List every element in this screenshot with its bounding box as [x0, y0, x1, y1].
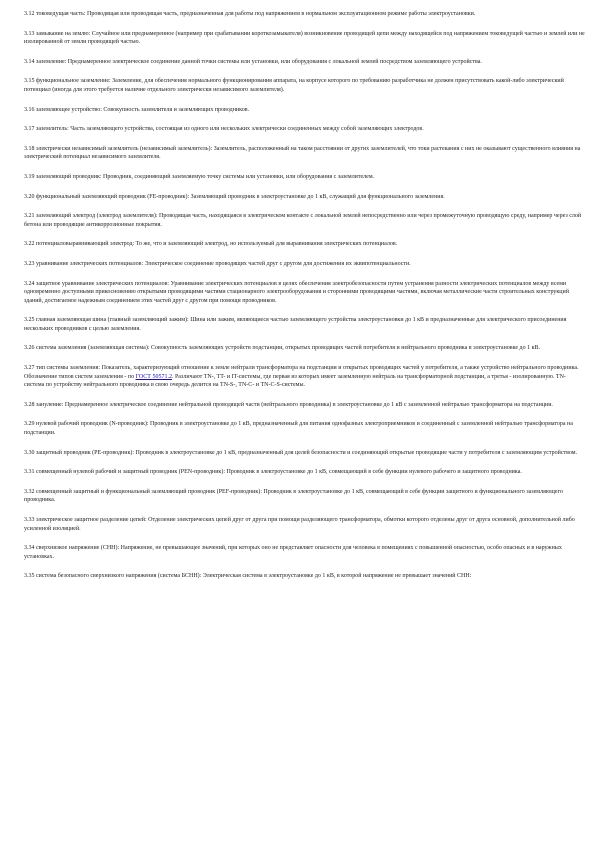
term-paragraph — [24, 30, 585, 47]
term-number: 3.14 — [24, 58, 35, 65]
term-number: 3.22 — [24, 241, 35, 248]
term-paragraph — [24, 401, 585, 410]
term-text: система заземления (заземляющая система): Совокупность заземляющих устройств подстанции, открытых проводящих частей потребителя и нейтрального проводника в электроустановке до 1 кВ. — [36, 345, 541, 352]
term-text: зануление: Преднамеренное электрическое соединение нейтральной проводящей части (нейтрального проводника) в электроустановке до 1 кВ с заземленной нейтралью трансформатора на подстанции. — [36, 401, 553, 408]
term-text: защитное уравнивание электрических потенциалов: Уравнивание электрических потенциалов в целях обеспечения электробезопасности путем устранения разности электрических потенциалов между всеми одновременно доступными прикосновению открытыми проводящими частями стационарного электрооборудования и сторонними проводящими частями, включая металлические части строительных конструкций зданий, достигаемое надежным соединением этих частей друг с другом при помощи проводников. — [24, 280, 569, 304]
term-paragraph — [24, 106, 585, 115]
term-paragraph — [24, 125, 585, 134]
term-paragraph — [24, 212, 585, 229]
term-number: 3.31 — [24, 469, 35, 476]
term-number: 3.26 — [24, 345, 35, 352]
term-text: электрическое защитное разделение цепей: Отделение электрических цепей друг от друга при помощи разделяющего трансформатора, обмотки которого отделены друг от друга основной, дополнительной либо усиленной изоляцией. — [24, 517, 575, 532]
term-text: уравнивание электрических потенциалов: Электрическое соединение проводящих частей друг с другом для достижения их эквипотенциальности. — [36, 260, 411, 267]
term-text: совмещенный защитный и функциональный заземляющий проводник (PEF-проводник): Проводник в электроустановке до 1 кВ, совмещающий в себе функции защитного и функционального заземляющего проводника. — [24, 488, 563, 504]
term-text: нулевой рабочий проводник (N-проводник): Проводник в электроустановке до 1 кВ, предназначенный для питания однофазных электроприемников и соединенный с заземленной нейтралью трансформатора на подстанции. — [24, 421, 573, 437]
term-number: 3.19 — [24, 173, 35, 180]
term-paragraph — [24, 260, 585, 269]
terms-list — [24, 10, 585, 581]
term-paragraph — [24, 488, 585, 505]
term-number: 3.24 — [24, 280, 35, 287]
term-text: . Различают TN-, TT- и IT-системы, где первая из которых имеет заземленную нейтраль на трансформаторной подстанции, а третья - изолированную. TN-система по устройству нейтрального проводника в свою очередь делится на TN-S-, TN-C- и TN-C-S-системы. — [24, 373, 566, 389]
term-number: 3.15 — [24, 78, 35, 85]
term-number: 3.28 — [24, 401, 35, 408]
term-number: 3.17 — [24, 126, 35, 133]
term-number: 3.27 — [24, 365, 35, 372]
term-text: заземлитель: Часть заземляющего устройства, состоящая из одного или нескольких электрически соединенных между собой заземляющих электродов. — [36, 126, 424, 133]
term-text: электрически независимый заземлитель (независимый заземлитель): Заземлитель, расположенный на таком расстоянии от других заземлителей, что токи растекания с них не оказывают существенного влияния на электрический потенциал независимого заземлителя. — [24, 145, 581, 161]
term-text: заземляющий электрод (электрод заземлителя): Проводящая часть, находящаяся в электрическом контакте с локальной землей непосредственно или через промежуточную проводящую среду, например через слой бетона или проводящие антикоррозионные покрытия. — [24, 213, 582, 228]
term-number: 3.16 — [24, 106, 35, 113]
term-number: 3.23 — [24, 260, 35, 267]
term-text: токоведущая часть: Проводящая или проводящая часть, предназначенная для работы под напряжением в нормальном эксплуатационном режиме работы электроустановки. — [36, 11, 476, 17]
term-paragraph — [24, 468, 585, 477]
term-number: 3.32 — [24, 488, 35, 495]
term-paragraph — [24, 77, 585, 94]
term-number: 3.29 — [24, 421, 35, 428]
term-text: совмещенный нулевой рабочий и защитный проводник (PEN-проводник): Проводник в электроустановке до 1 кВ, совмещающий в себе функции нулевого рабочего и защитного проводника. — [36, 469, 522, 476]
term-paragraph — [24, 173, 585, 182]
term-paragraph — [24, 544, 585, 561]
term-paragraph — [24, 280, 585, 306]
term-text: функциональный заземляющий проводник (FE-проводник): Заземляющий проводник в электроустановке до 1 кВ, служащий для функционального заземления. — [36, 193, 445, 200]
term-text: защитный проводник (PE-проводник): Проводник в электроустановке до 1 кВ, предназначенный для целей безопасности и соединяющий открытые проводящие части у потребителя с заземляющим устройством. — [36, 449, 578, 456]
term-text: заземляющий проводник: Проводник, соединяющий заземляемую точку системы или установки, или оборудования с заземлителем. — [36, 173, 375, 180]
term-paragraph — [24, 316, 585, 333]
term-text: сверхнизкое напряжение (СНН): Напряжение, не превышающее значений, при которых оно не представляет опасности для человека в помещениях с повышенной опасностью, особо опасных и в наружных установках. — [24, 545, 562, 560]
term-number: 3.35 — [24, 573, 35, 580]
term-paragraph — [24, 516, 585, 533]
term-text: заземление: Преднамеренное электрическое соединение данной точки системы или установки, или оборудования с локальной землей посредством заземляющего устройства. — [36, 58, 482, 65]
term-paragraph — [24, 145, 585, 162]
term-text: система безопасного сверхнизкого напряжения (система БСНН): Электрическая система в электроустановке до 1 кВ, в которой напряжение не превышает значений СНН: — [36, 573, 472, 580]
term-number: 3.33 — [24, 517, 35, 523]
term-paragraph — [24, 420, 585, 437]
term-number: 3.21 — [24, 213, 35, 220]
term-number: 3.25 — [24, 317, 35, 324]
term-text: главная заземляющая шина (главный заземляющий зажим): Шина или зажим, являющиеся частью заземляющего устройства электроустановки до 1 кВ и предназначенные для электрического присоединения нескольких проводников с целью заземления. — [24, 317, 567, 332]
term-text: заземляющее устройство: Совокупность заземлителя и заземляющих проводников. — [36, 106, 250, 113]
term-paragraph — [24, 240, 585, 249]
term-paragraph — [24, 572, 585, 581]
term-paragraph — [24, 58, 585, 67]
term-paragraph — [24, 10, 585, 19]
term-number: 3.13 — [24, 30, 35, 37]
term-paragraph — [24, 449, 585, 458]
term-text: замыкание на землю: Случайное или преднамеренное (например при срабатывании короткозамыкателя) возникновение проводящей цепи между находящейся под напряжением токоведущей частью и землей или не изолированной от земли проводящей частью. — [24, 30, 585, 46]
standard-reference-link[interactable]: ГОСТ 50571.2 — [135, 373, 172, 380]
term-text: функциональное заземление: Заземление, для обеспечения нормального функционирования аппарата, на корпусе которого по требованию разработчика не должен присутствовать какой-либо электрический потенциал (иногда для этого требуется наличие отдельного электрически независимого заземлителя). — [24, 78, 564, 93]
term-paragraph — [24, 364, 585, 390]
term-number: 3.34 — [24, 545, 35, 552]
term-number: 3.18 — [24, 145, 35, 152]
term-number: 3.30 — [24, 449, 35, 456]
term-text: тип системы заземления: Показатель, характеризующий отношение к земле нейтрали трансформатора на подстанции и открытых проводящих частей у потребителя, а также устройство нейтрального проводника. Обозначение типов систем заземления - по — [24, 365, 579, 380]
term-paragraph — [24, 193, 585, 202]
term-paragraph — [24, 344, 585, 353]
term-number: 3.20 — [24, 193, 35, 200]
term-text: потенциаловыравнивающий электрод: То же, что и заземляющий электрод, но используемый для выравнивания электрических потенциалов. — [36, 241, 398, 248]
term-number: 3.12 — [24, 11, 35, 17]
